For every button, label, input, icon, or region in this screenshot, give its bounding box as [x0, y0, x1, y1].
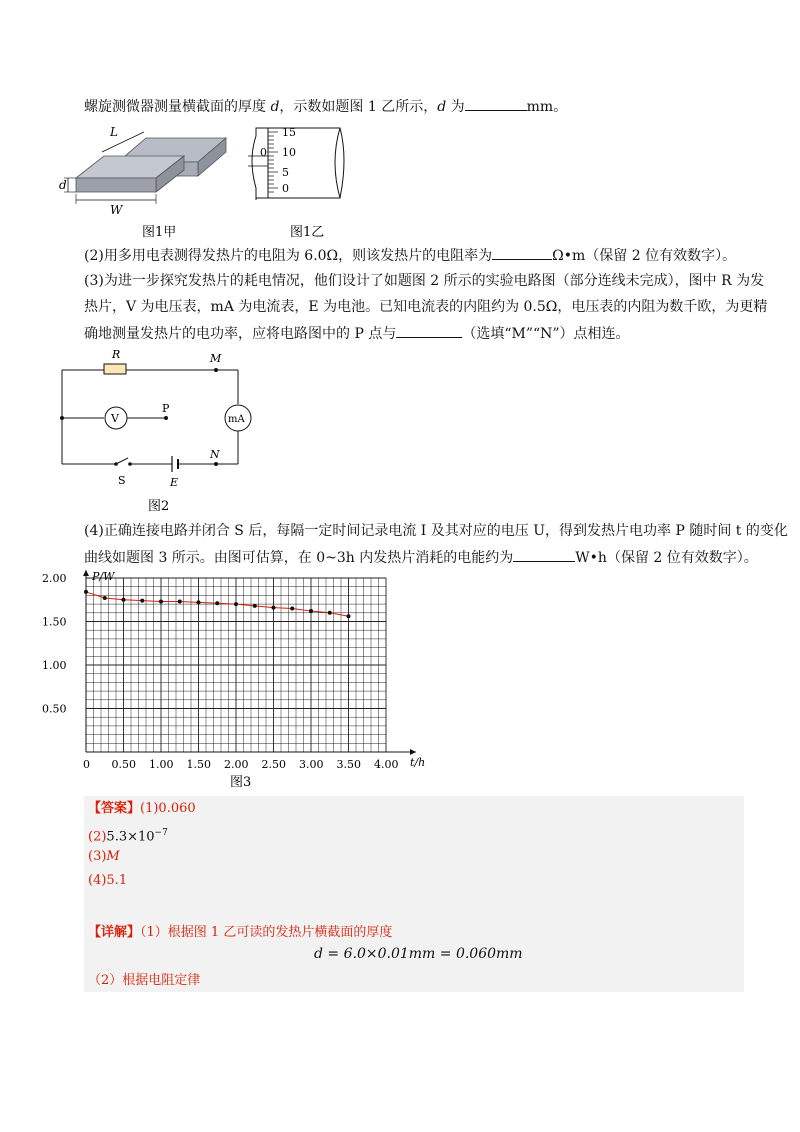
- x-tick-label: 3.50: [336, 758, 361, 771]
- answer-blank-1[interactable]: [465, 96, 527, 111]
- data-point: [178, 599, 182, 603]
- detail-line: 【详解】（1）根据图 1 乙可读的发热片横截面的厚度: [88, 925, 393, 940]
- circuit-label-M: M: [210, 352, 222, 365]
- circuit-label-P: P: [162, 402, 170, 415]
- x-tick-label: 3.00: [299, 758, 324, 771]
- circuit-voltmeter: V: [111, 412, 119, 425]
- data-point: [309, 609, 313, 613]
- figure-2-circuit: [52, 346, 272, 516]
- circuit-label-S: S: [118, 474, 126, 487]
- answer-4: (4)5.1: [88, 873, 128, 888]
- data-point: [290, 606, 294, 610]
- data-point: [253, 604, 257, 608]
- micrometer-tick-5: 5: [282, 166, 289, 179]
- x-tick-label: 0.50: [111, 758, 136, 771]
- label-d: d: [59, 178, 67, 192]
- data-point: [122, 598, 126, 602]
- question-3-line-2: 热片，V 为电压表，mA 为电流表，E 为电池。已知电流表的内阻约为 0.5Ω，电压表的内阻为数千欧，为更精: [84, 299, 768, 315]
- data-point: [347, 614, 351, 618]
- caption-fig1a: 图1甲: [142, 225, 177, 238]
- micrometer-zero: 0: [260, 146, 267, 159]
- x-tick-label: 1.00: [149, 758, 174, 771]
- x-tick-label: 2.00: [224, 758, 249, 771]
- data-point: [103, 596, 107, 600]
- x-tick-label: 0: [83, 758, 90, 771]
- micrometer-tick-0: 0: [282, 182, 289, 195]
- caption-fig3: 图3: [230, 775, 252, 790]
- x-tick-label: 4.00: [374, 758, 399, 771]
- x-axis-arrow: [410, 749, 416, 755]
- data-point: [328, 611, 332, 615]
- detail-formula: d = 6.0×0.01mm = 0.060mm: [314, 946, 523, 962]
- y-axis-arrow: [83, 570, 89, 576]
- label-W: W: [110, 203, 123, 217]
- y-tick-label: 2.00: [42, 572, 67, 585]
- answer-blank-3[interactable]: [396, 323, 462, 338]
- label-L: L: [110, 126, 118, 139]
- data-point: [84, 590, 88, 594]
- chart-axes: [83, 570, 416, 755]
- chart-xlabel: t/h: [410, 756, 426, 769]
- question-4-line-1: (4)正确连接电路并闭合 S 后，每隔一定时间记录电流 I 及其对应的电压 U，得到发热片电功率 P 随时间 t 的变化: [84, 523, 788, 539]
- data-point: [215, 601, 219, 605]
- y-tick-label: 0.50: [42, 702, 67, 716]
- circuit-ammeter: mA: [228, 414, 245, 425]
- answer-blank-4[interactable]: [513, 547, 575, 562]
- y-tick-label: 1.00: [42, 659, 67, 672]
- figure-1b: [244, 118, 354, 238]
- x-tick-label: 2.50: [261, 758, 286, 771]
- data-point: [140, 599, 144, 603]
- answer-box: [84, 796, 744, 992]
- micrometer-tick-10: 10: [282, 146, 296, 159]
- chart-ylabel: P/W: [92, 570, 115, 583]
- figure-3-chart: [40, 566, 430, 792]
- question-4-line-2: 曲线如题图 3 所示。由图可估算，在 0~3h 内发热片消耗的电能约为 W•h（保留 2 位有效数字）。: [84, 547, 758, 568]
- x-tick-label: 1.50: [186, 758, 211, 771]
- micrometer-tick-15: 15: [282, 126, 296, 139]
- circuit-label-N: N: [210, 448, 220, 461]
- question-2: (2)用多用电表测得发热片的电阻为 6.0Ω，则该发热片的电阻率为 Ω•m（保留 2 位有效数字）。: [84, 245, 736, 266]
- caption-fig2: 图2: [148, 499, 170, 514]
- data-point: [234, 602, 238, 606]
- answer-2: $(2)5.3\times 10^{-7}$: [88, 828, 168, 845]
- data-point: [272, 606, 276, 610]
- circuit-label-R: R: [112, 348, 121, 361]
- question-3-line-3: 确地测量发热片的电功率，应将电路图中的 P 点与 （选填“M”“N”）点相连。: [84, 323, 630, 344]
- intro-line: 螺旋测微器测量横截面的厚度 d，示数如题图 1 乙所示，d 为 mm。: [84, 96, 567, 117]
- caption-fig1b: 图1乙: [290, 225, 325, 238]
- circuit-label-E: E: [170, 476, 179, 489]
- detail-line-2: （2）根据电阻定律: [88, 973, 201, 988]
- data-point: [159, 599, 163, 603]
- answer-blank-2[interactable]: [492, 245, 552, 260]
- y-tick-label: 1.50: [42, 615, 67, 629]
- answer-3: (3)M: [88, 849, 120, 864]
- question-3-line-1: (3)为进一步探究发热片的耗电情况，他们设计了如题图 2 所示的实验电路图（部分连线未完成），图中 R 为发: [84, 273, 765, 289]
- figure-1a: [58, 126, 238, 238]
- answer-1: 【答案】(1)0.060: [88, 801, 196, 816]
- chart-ticks: [42, 572, 399, 771]
- data-point: [197, 600, 201, 604]
